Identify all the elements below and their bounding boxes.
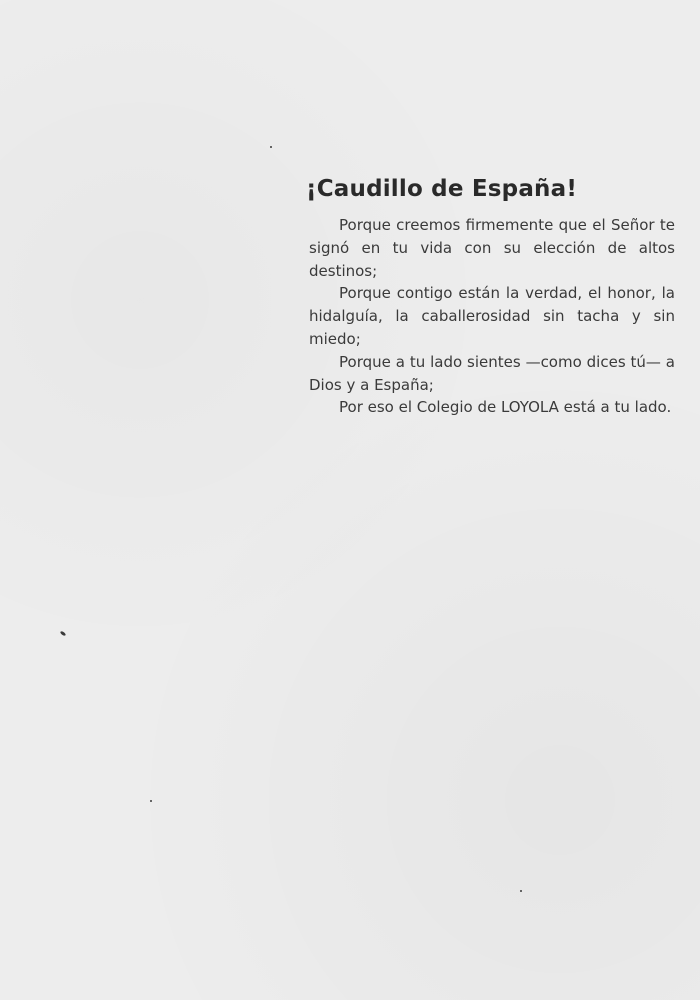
- paragraph: Porque a tu lado sientes —como dices tú— a Dios y a España;: [309, 352, 675, 394]
- paper-speck: [270, 146, 272, 148]
- body-text: [309, 214, 675, 419]
- paragraph: Porque contigo están la verdad, el honor, la hidalguía, la caballerosidad sin tacha y sin miedo;: [309, 284, 675, 348]
- paper-speck: [60, 631, 67, 637]
- paragraph: Por eso el Colegio de LOYOLA está a tu lado.: [339, 398, 672, 417]
- paper-speck: [150, 800, 152, 802]
- paragraph: Porque creemos firmemente que el Señor te signó en tu vida con su elección de altos destinos;: [309, 216, 675, 280]
- page-title: ¡Caudillo de España!: [306, 176, 578, 202]
- paper-speck: [520, 890, 522, 892]
